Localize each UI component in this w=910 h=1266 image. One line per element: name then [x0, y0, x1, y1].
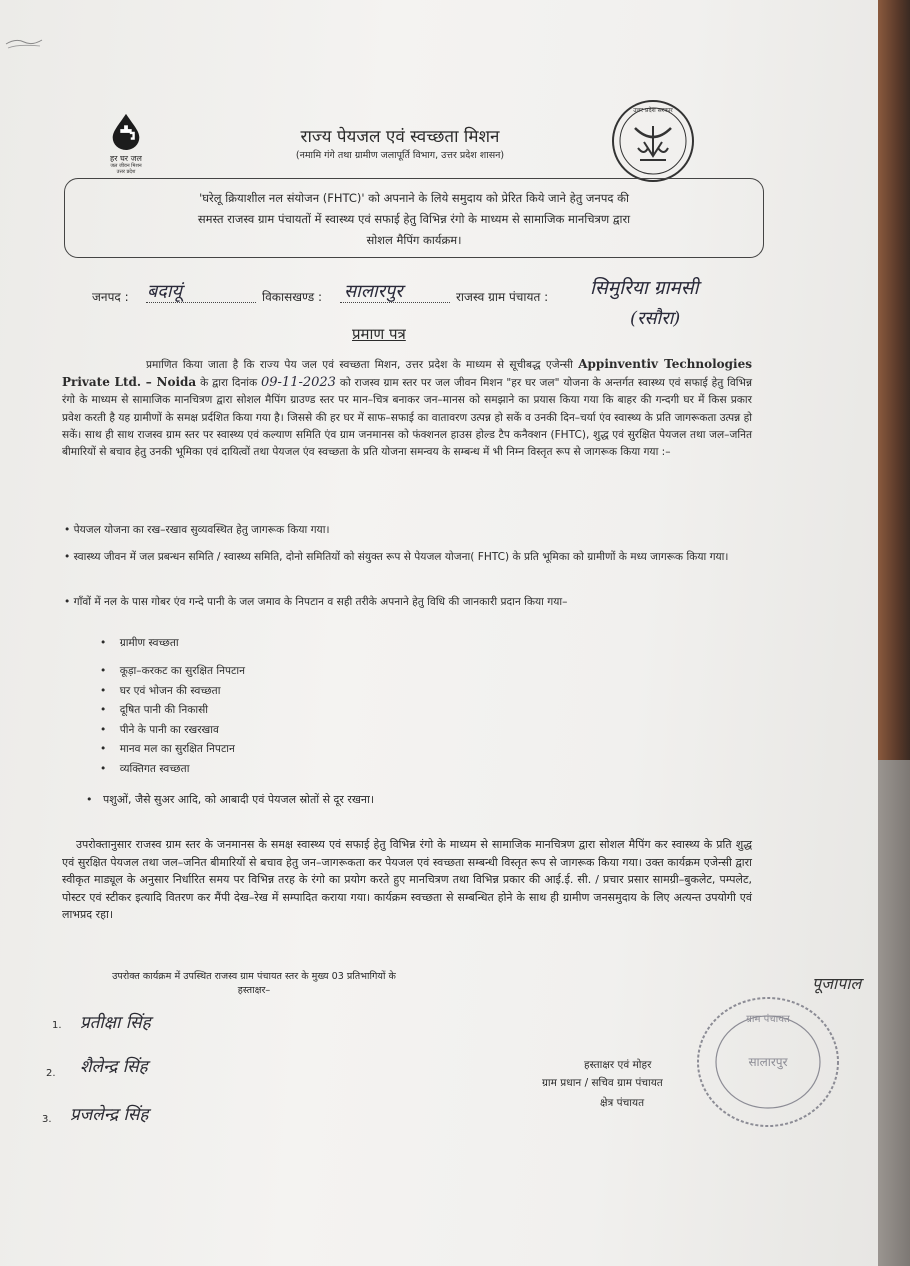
program-line-1: 'घरेलू क्रियाशील नल संयोजन (FHTC)' को अपनाने के लिये समुदाय को प्रेरित किये जाने हेतु जनपद की: [199, 191, 629, 205]
program-line-2: समस्त राजस्व ग्राम पंचायतों में स्वास्थ्य एवं सफाई हेतु विभिन्न रंगो के माध्यम से सामाजिक मानचित्रण द्वारा: [197, 212, 631, 226]
caption-line-2: हस्ताक्षर–: [237, 985, 271, 996]
certificate-title: प्रमाण पत्र: [352, 325, 406, 343]
para-part-a: प्रमाणित किया जाता है कि राज्य पेय जल एवं स्वच्छता मिशन, उत्तर प्रदेश के माध्यम से सूचीबद्ध एजेन्सी: [146, 359, 573, 371]
agency-name: Appinventiv Technologies Private Ltd. – Noida: [62, 357, 752, 390]
sub-item-3: • घर एवं भोजन की स्वच्छता: [100, 685, 221, 697]
district-dotline: [146, 302, 256, 303]
para-part-c: को राजस्व ग्राम स्तर पर जल जीवन मिशन "हर घर जल" योजना के अन्तर्गत स्वास्थ्य एवं सफाई हेतु विभिन्न रंगो के माध्यम से सामाजिक मानचित्रण द्वारा सोशल मैपिंग ग्राउण्ड स्तर पर मान–चित्र बनाकर जन–मानस को समझाने का प्रयास किया गया कि बाहर की गन्दगी घर में किस प्रकार प्रवेश करती है यह ग्रामीणों के समक्ष प्रर्दशित किया गया है। जिससे की हर घर में साफ–सफाई का वातावरण उत्पन्न हो सकें व उनकी दिन–चर्या एंव स्वास्थ्य के प्रति जागरूकता उत्पन्न हो सकें। साथ ही साथ राजस्व ग्राम स्तर पर स्वास्थ्य एवं कल्याण समिति एंव ग्राम जनमानस को फंक्शनल हाउस होल्ड टैप कनैक्शन (FHTC), शुद्ध एवं सुरक्षित पेयजल तथा जल–जनित बीमारियों से बचाव हेतु उनकी भूमिका एवं दायित्वों तथा पेयजल एंव स्वच्छता के प्रति योजना समन्वय के सम्बन्ध में भी निम्न विस्तृत रूप से जागरूक किया गया :–: [62, 377, 753, 459]
animal-line: • पशुओं, जैसे सुअर आदि, को आबादी एवं पेयजल स्रोतों से दूर रखना।: [86, 793, 374, 806]
mission-subtitle: (नमामि गंगे तथा ग्रामीण जलापूर्ति विभाग, उत्तर प्रदेश शासन): [295, 150, 505, 161]
logo-text-line1: हर घर जल: [110, 154, 142, 163]
signatory-signature-1: प्रतीक्षा सिंह: [80, 1013, 151, 1033]
logo-text-line2: जल जीवन मिशन: [110, 163, 142, 169]
signatory-number-1: 1.: [52, 1020, 62, 1031]
seal-caption-3: क्षेत्र पंचायत: [600, 1097, 645, 1109]
program-date: 09-11-2023: [261, 375, 336, 391]
signatories-caption: [64, 970, 444, 998]
conclusion-paragraph: उपरोक्तानुसार राजस्व ग्राम स्तर के जनमानस के समक्ष स्वास्थ्य एवं सफाई हेतु विभिन्न रंगो के माध्यम से सामाजिक मानचित्रण द्वारा सोशल मैपिंग कर स्वास्थ्य के प्रति शुद्ध एवं सुरक्षित पेयजल तथा जल–जनित बीमारियों से बचाव हेतु जन–जागरूकता कर पेयजल एवं स्वच्छता सम्बन्धी विस्तृत रूप से जागरूक किया गया। उक्त कार्यक्रम एजेन्सी द्वारा स्वीकृत माड्यूल के अनुसार निर्धारित समय पर विभिन्न तरह के रंगो का प्रयोग करते हुए मानचित्रण तथा विभिन्न प्रकार की आई.ई. सी. / प्रचार प्रसार सामग्री–बुकलेट, पम्पलेट, पोस्टर एवं स्टीकर इत्यादि वितरण कर मैंपी देख–रेख में सम्पादित कराया गया। कार्यक्रम स्वच्छता से सम्बन्धित होने के साथ ही ग्रामीण जनसमुदाय के लिए अत्यन्त उपयोगी एवं लाभप्रद रहा।: [62, 838, 752, 922]
water-tap-icon: [107, 112, 145, 150]
signatory-number-2: 2.: [46, 1068, 56, 1079]
block-dotline: [340, 302, 450, 303]
program-line-3: सोशल मैपिंग कार्यक्रम।: [366, 233, 462, 247]
signatory-signature-3: प्रजलेन्द्र सिंह: [70, 1105, 149, 1125]
certificate-paragraph: [62, 356, 752, 461]
handwritten-note: पूजापाल: [812, 974, 862, 993]
bullet-item-2: • स्वास्थ्य जीवन में जल प्रबन्धन समिति / स्वास्थ्य समिति, दोनो समितियों को संयुक्त रूप से पेयजल योजना( FHTC) के प्रति भूमिका को ग्रामीणों के मध्य जागरूक किया गया।: [64, 551, 729, 563]
margin-scribble: [4, 32, 44, 50]
block-label: विकासखण्ड :: [262, 290, 323, 304]
sub-item-7: • व्यक्तिगत स्वच्छता: [100, 763, 190, 775]
up-government-emblem-icon: [610, 98, 696, 184]
block-value: सालारपुर: [344, 281, 403, 302]
sub-item-5: • पीने के पानी का रखरखाव: [100, 724, 219, 736]
bullet-text-2: स्वास्थ्य जीवन में जल प्रबन्धन समिति / स्वास्थ्य समिति, दोनो समितियों को संयुक्त रूप से पेयजल योजना( FHTC) के प्रति भूमिका को ग्रामीणों के मध्य जागरूक किया गया।: [73, 551, 729, 563]
sub-item-4: • दूषित पानी की निकासी: [100, 704, 209, 716]
district-label: जनपद :: [92, 290, 129, 304]
background-edge-lower: [878, 760, 910, 1266]
seal-caption-1: हस्ताक्षर एवं मोहर: [584, 1059, 652, 1071]
signatory-number-3: 3.: [42, 1114, 52, 1125]
bullet-text-1: पेयजल योजना का रख–रखाव सुव्यवस्थित हेतु जागरूक किया गया।: [73, 524, 330, 536]
district-value: बदायूं: [147, 281, 182, 302]
panchayat-label: राजस्व ग्राम पंचायत :: [456, 290, 549, 304]
emblem-text: उत्तर प्रदेश सरकार: [633, 107, 673, 114]
signatory-signature-2: शैलेन्द्र सिंह: [80, 1057, 148, 1077]
seal-caption-2: ग्राम प्रधान / सचिव ग्राम पंचायत: [542, 1077, 663, 1089]
logo-text-line3: उत्तर प्रदेश: [116, 169, 136, 175]
program-title-box: [64, 178, 764, 258]
sub-item-6: • मानव मल का सुरक्षित निपटान: [100, 743, 235, 755]
seal-text: ग्राम पंचायत: [746, 1014, 790, 1025]
panchayat-value-2: (रसौरा): [630, 308, 681, 329]
panchayat-value: सिमुरिया ग्रामसी: [590, 277, 699, 299]
mission-title: राज्य पेयजल एवं स्वच्छता मिशन: [300, 127, 500, 147]
har-ghar-jal-logo: [96, 112, 156, 180]
para-part-b: के द्वारा दिनांक: [200, 377, 258, 390]
bullet-item-1: • पेयजल योजना का रख–रखाव सुव्यवस्थित हेतु जागरूक किया गया।: [64, 524, 330, 536]
sub-item-1: • ग्रामीण स्वच्छता: [100, 637, 179, 649]
bullet-item-3: • गाँवों में नल के पास गोबर एंव गन्दे पानी के जल जमाव के निपटान व सही तरीके अपनाने हेतु विधि की जानकारी प्रदान किया गया–: [64, 596, 568, 608]
bullet-text-3: गाँवों में नल के पास गोबर एंव गन्दे पानी के जल जमाव के निपटान व सही तरीके अपनाने हेतु विधि की जानकारी प्रदान किया गया–: [73, 596, 568, 608]
caption-line-1: उपरोक्त कार्यक्रम में उपस्थित राजस्व ग्राम पंचायत स्तर के मुख्य 03 प्रतिभागियों के: [112, 971, 396, 982]
seal-center-text: सालारपुर: [748, 1055, 788, 1069]
panchayat-seal-stamp: [690, 992, 840, 1132]
sub-item-2: • कूड़ा–करकट का सुरक्षित निपटान: [100, 665, 245, 677]
